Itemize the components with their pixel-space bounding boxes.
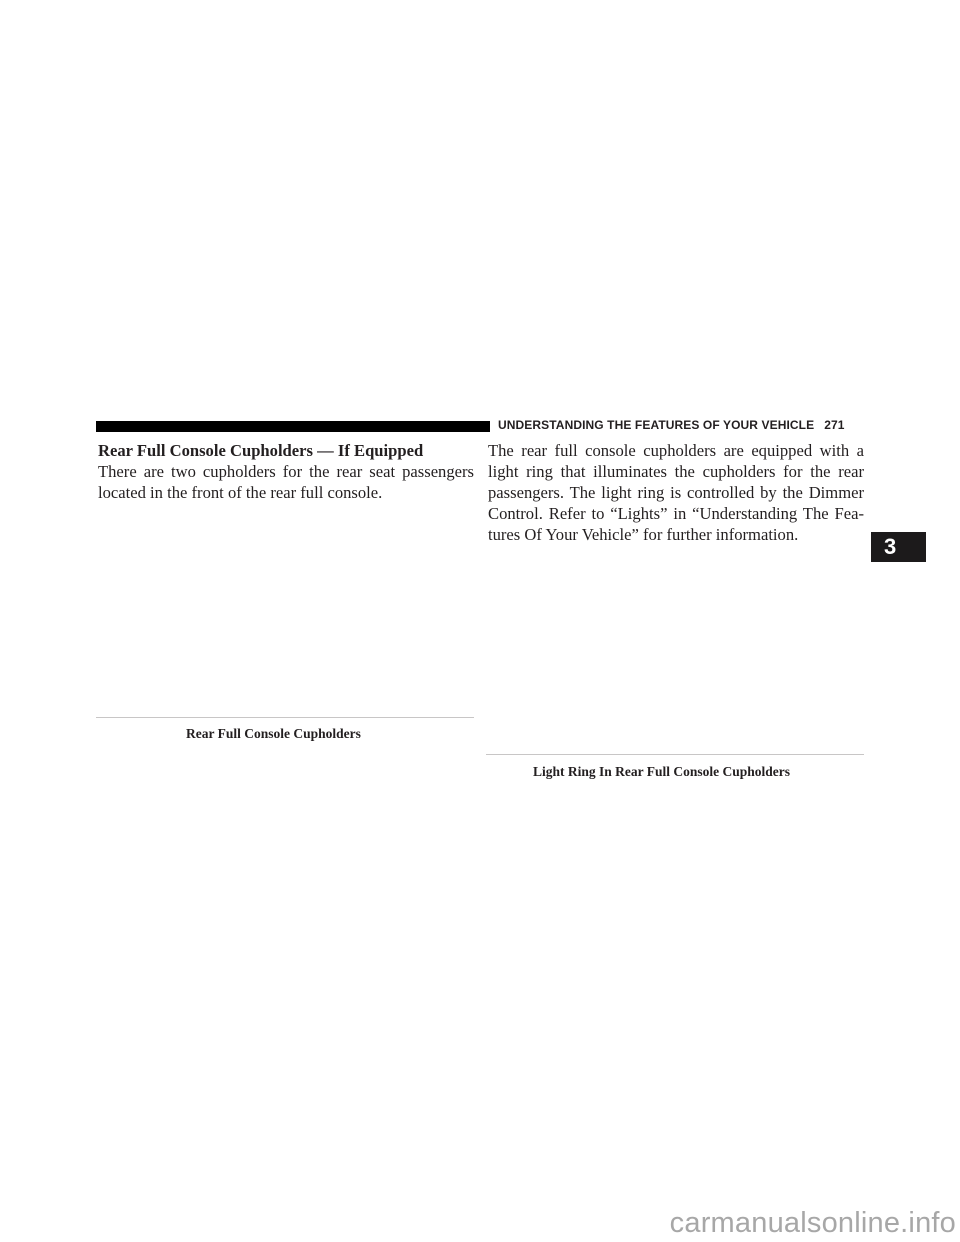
figure-caption-right: Light Ring In Rear Full Console Cupholders [533, 764, 791, 779]
page-number: 271 [824, 418, 845, 432]
chapter-tab: 3 [871, 532, 926, 562]
section-heading: Rear Full Console Cupholders — If Equipped [98, 441, 424, 460]
header-bar [96, 421, 490, 432]
running-header [498, 418, 845, 432]
figure-rule-right [486, 754, 864, 755]
right-body-paragraph: The rear full console cupholders are equipped with a light ring that illuminates the cupholders for the rear passengers. The light ring is controlled by the Dimmer Control. Refer to “Lights” in “Understanding The Fea-tures Of Your Vehicle” for further information. [488, 441, 864, 544]
section-title: UNDERSTANDING THE FEATURES OF YOUR VEHICLE [498, 418, 815, 432]
figure-rule-left [96, 717, 474, 718]
left-column [98, 440, 474, 503]
right-column [488, 440, 864, 545]
left-body-paragraph: There are two cupholders for the rear seat passengers located in the front of the rear full console. [98, 462, 474, 502]
figure-caption-left: Rear Full Console Cupholders [186, 726, 361, 741]
watermark: carmanualsonline.info [669, 1207, 956, 1239]
